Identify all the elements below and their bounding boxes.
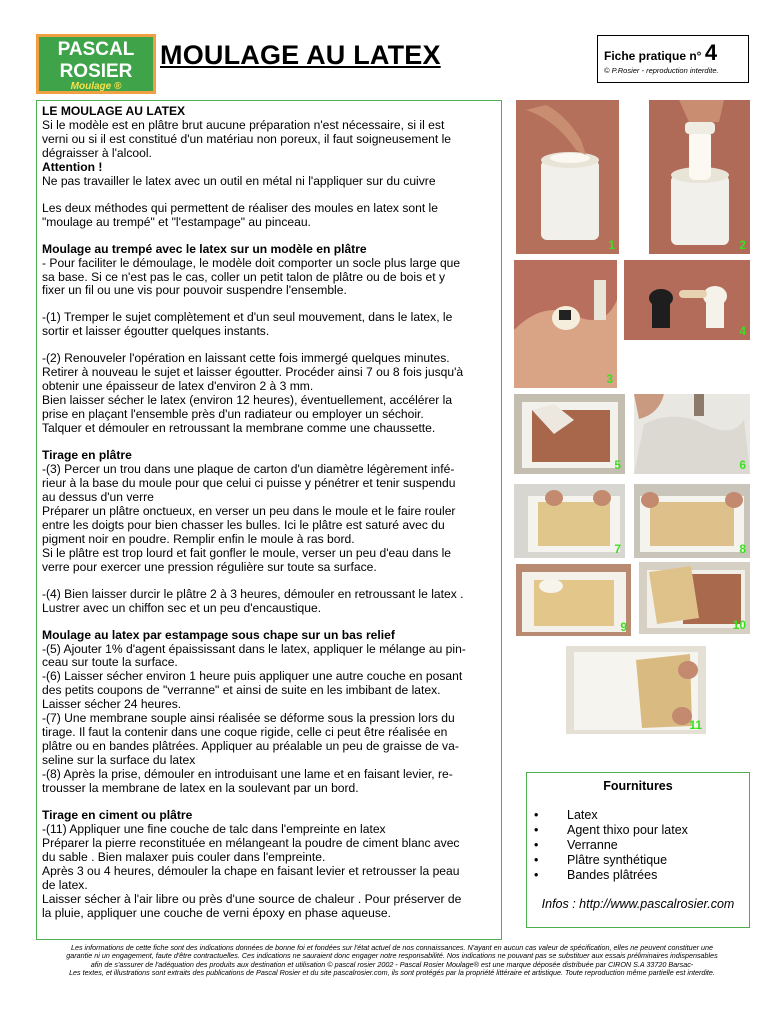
section-line: -(6) Laisser sécher environ 1 heure puis appliquer une autre couche en posant bbox=[42, 669, 463, 684]
instruction-section bbox=[42, 629, 496, 796]
section-line: sortir et laisser égoutter quelques instants. bbox=[42, 324, 270, 339]
supply-item-label: Agent thixo pour latex bbox=[567, 823, 688, 837]
photo-step-8 bbox=[634, 484, 750, 558]
section-line: trousser la membrane de latex en la soulevant par un bord. bbox=[42, 781, 359, 796]
logo-subtitle: Moulage ® bbox=[70, 81, 122, 92]
supplies-box bbox=[526, 772, 750, 928]
section-line: entre les doigts pour bien chasser les bulles. Ici le plâtre est saturé avec du bbox=[42, 517, 445, 532]
photo-2-illustration bbox=[649, 100, 750, 254]
section-line: Talquer et démouler en retroussant la membrane comme une chaussette. bbox=[42, 421, 436, 436]
section-line: au dessus d'un verre bbox=[42, 489, 154, 504]
section-line: verni ou si il est constitué d'un matériau non poreux, il faut soigneusement le bbox=[42, 131, 452, 146]
instruction-section bbox=[42, 243, 496, 299]
supply-item-label: Bandes plâtrées bbox=[567, 868, 658, 882]
bullet-icon: • bbox=[534, 838, 539, 852]
section-line: Préparer la pierre reconstituée en mélangeant la poudre de ciment blanc avec bbox=[42, 835, 460, 850]
photo-number: 4 bbox=[739, 324, 746, 338]
section-line: Si le plâtre est trop lourd et fait gonfler le moule, verser un peu d'eau dans le bbox=[42, 545, 452, 560]
photo-number: 1 bbox=[608, 238, 615, 252]
footer-line: Les informations de cette fiche sont des indications données de bonne foi et fondées sur l'état actuel de nos connaissances. N'ayant en aucun cas valeur de spécification, elles ne peuvent constituer une bbox=[70, 943, 714, 952]
section-line: obtenir une épaisseur de latex d'environ 2 à 3 mm. bbox=[42, 379, 314, 394]
photo-step-3 bbox=[514, 260, 617, 388]
photo-8-illustration bbox=[634, 484, 750, 558]
supply-item bbox=[527, 868, 749, 883]
section-line: Après 3 ou 4 heures, démouler la chape en faisant levier et retrousser la peau bbox=[42, 863, 460, 878]
supply-item-label: Verranne bbox=[567, 838, 618, 852]
instruction-section bbox=[42, 202, 496, 230]
section-line: verre pour exercer une pression régulière sur toute sa surface. bbox=[42, 559, 377, 574]
section-line: -(8) Après la prise, démouler en introduisant une lame et en faisant levier, re- bbox=[42, 767, 453, 782]
section-line: dégraisser à l'alcool. bbox=[42, 145, 152, 160]
photo-5-illustration bbox=[514, 394, 625, 474]
supplies-title: Fournitures bbox=[603, 779, 673, 793]
section-line: -(4) Bien laisser durcir le plâtre 2 à 3 heures, démouler en retroussant le latex . bbox=[42, 586, 464, 601]
section-line: Retirer à nouveau le sujet et laisser égoutter. Procéder ainsi 7 ou 8 fois jusqu'à bbox=[42, 365, 464, 380]
section-line: Bien laisser sécher le latex (environ 12 heures), éventuellement, accélérer la bbox=[42, 393, 453, 408]
instructions-text-box bbox=[36, 100, 502, 940]
section-line: -(1) Tremper le sujet complètement et d'un seul mouvement, dans le latex, le bbox=[42, 310, 453, 325]
section-line: Laisser sécher à l'air libre ou près d'une source de chaleur . Pour préserver de bbox=[42, 891, 462, 906]
page-title: MOULAGE AU LATEX bbox=[160, 40, 441, 70]
photo-number: 6 bbox=[739, 458, 746, 472]
fiche-label-row bbox=[604, 40, 742, 66]
photo-number: 3 bbox=[606, 372, 613, 386]
instruction-section bbox=[42, 311, 496, 339]
supply-item bbox=[527, 853, 749, 868]
section-line: la pluie, appliquer une couche de verni époxy en phase aqueuse. bbox=[42, 905, 391, 920]
photo-4-illustration bbox=[624, 260, 750, 340]
photo-number: 5 bbox=[614, 458, 621, 472]
photo-number: 2 bbox=[739, 238, 746, 252]
bullet-icon: • bbox=[534, 868, 539, 882]
photo-number: 10 bbox=[732, 618, 746, 632]
instruction-section bbox=[42, 105, 496, 189]
photo-step-2 bbox=[649, 100, 750, 254]
section-title: Tirage en plâtre bbox=[42, 448, 132, 463]
supply-item bbox=[527, 808, 749, 823]
instruction-section bbox=[42, 449, 496, 575]
section-line: seline sur la surface du latex bbox=[42, 753, 196, 768]
bullet-icon: • bbox=[534, 808, 539, 822]
section-line: Lustrer avec un chiffon sec et un peu d'encaustique. bbox=[42, 600, 322, 615]
section-line: Les deux méthodes qui permettent de réaliser des moules en latex sont le bbox=[42, 200, 438, 215]
footer-line: afin de s'assurer de l'adéquation des produits aux destination et utilisation © pascal rosier 2002 - Pascal Rosier Moulage® est une marque déposée distribuée par CIRON S.A 33720 Barsac- bbox=[90, 959, 694, 969]
section-line: -(5) Ajouter 1% d'agent épaississant dans le latex, appliquer le mélange au pin- bbox=[42, 641, 466, 656]
section-line: Si le modèle est en plâtre brut aucune préparation n'est nécessaire, si il est bbox=[42, 117, 445, 132]
photo-step-11 bbox=[566, 646, 706, 734]
fiche-box bbox=[597, 35, 749, 83]
photo-number: 8 bbox=[739, 542, 746, 556]
section-line: Ne pas travailler le latex avec un outil en métal ni l'appliquer sur du cuivre bbox=[42, 173, 436, 188]
section-line: tirage. Il faut la contenir dans une coque rigide, celle ci peut être réalisée en bbox=[42, 725, 448, 740]
section-line: -(7) Une membrane souple ainsi réalisée se déforme sous la pression lors du bbox=[42, 711, 455, 726]
section-line: rieur à la base du moule pour que celui ci puisse y pénétrer et tenir suspendu bbox=[42, 475, 456, 490]
section-title: Moulage au latex par estampage sous chape sur un bas relief bbox=[42, 627, 395, 642]
photo-step-10 bbox=[639, 562, 750, 634]
footer-line: Les textes, et illustrations sont extraits des publications de Pascal Rosier et du site pascalrosier.com, ils sont protégés par la propriété littéraire et artistique. Toute reproduction même partielle est interdite. bbox=[69, 968, 715, 978]
section-line: Préparer un plâtre onctueux, en verser un peu dans le moule et le faire rouler bbox=[42, 503, 456, 518]
photo-number: 11 bbox=[689, 718, 702, 732]
section-title: Tirage en ciment ou plâtre bbox=[42, 807, 193, 822]
photo-number: 7 bbox=[614, 542, 621, 556]
section-line: de latex. bbox=[42, 877, 88, 892]
footer-line: garantie ni un engagement, faute d'être contractuelles. Ces indications ne sauraient donc engager notre responsabilité. Nos indications ne pouvant pas se substituer aux essais préliminaires indispensables bbox=[66, 951, 718, 961]
photo-step-1 bbox=[516, 100, 619, 254]
photo-step-7 bbox=[514, 484, 625, 558]
brand-logo bbox=[36, 34, 156, 94]
photo-11-illustration bbox=[566, 646, 706, 734]
photo-step-5 bbox=[514, 394, 625, 474]
section-line: -(3) Percer un trou dans une plaque de carton d'un diamètre légèrement infé- bbox=[42, 462, 455, 477]
fiche-number: 4 bbox=[704, 40, 718, 65]
supply-item-label: Latex bbox=[567, 808, 598, 822]
section-line: -(2) Renouveler l'opération en laissant cette fois immergé quelques minutes. bbox=[42, 351, 450, 366]
section-line: pigment noir en poudre. Remplir enfin le moule à ras bord. bbox=[42, 531, 355, 546]
fiche-label: Fiche pratique n° bbox=[604, 49, 702, 63]
photo-6-illustration bbox=[634, 394, 750, 474]
supplies-info-link[interactable]: Infos : http://www.pascalrosier.com bbox=[541, 897, 735, 911]
instruction-section bbox=[42, 352, 496, 436]
section-line: fixer un fil ou une vis pour pouvoir suspendre l'ensemble. bbox=[42, 283, 347, 298]
section-title: LE MOULAGE AU LATEX bbox=[42, 104, 186, 118]
photo-step-9 bbox=[516, 564, 631, 636]
section-title: Moulage au trempé avec le latex sur un modèle en plâtre bbox=[42, 241, 367, 256]
section-line: "moulage au trempé" et "l'estampage" au pinceau. bbox=[42, 214, 311, 229]
photo-7-illustration bbox=[514, 484, 625, 558]
photo-step-6 bbox=[634, 394, 750, 474]
section-line: plâtre ou en bandes plâtrées. Appliquer au préalable un peu de graisse de va- bbox=[42, 739, 459, 754]
photo-9-illustration bbox=[516, 564, 631, 636]
photo-number: 9 bbox=[620, 620, 627, 634]
supply-item bbox=[527, 838, 749, 853]
section-line: Attention ! bbox=[42, 159, 103, 174]
section-line: du sable . Bien malaxer puis couler dans l'empreinte. bbox=[42, 849, 326, 864]
bullet-icon: • bbox=[534, 823, 539, 837]
logo-name-line1: PASCAL bbox=[57, 39, 135, 60]
photo-3-illustration bbox=[514, 260, 617, 388]
supplies-list bbox=[527, 808, 749, 883]
fiche-copyright: © P.Rosier - reproduction interdite. bbox=[604, 66, 719, 75]
section-line: des petits coupons de "verranne" et ainsi de suite en les imbibant de latex. bbox=[42, 683, 441, 698]
photo-1-illustration bbox=[516, 100, 619, 254]
section-line: -(11) Appliquer une fine couche de talc dans l'empreinte en latex bbox=[42, 821, 386, 836]
instruction-section bbox=[42, 588, 496, 616]
logo-name-line2: ROSIER bbox=[59, 61, 133, 82]
legal-footer bbox=[36, 944, 748, 978]
section-line: ceau sur toute la surface. bbox=[42, 655, 178, 670]
section-line: - Pour faciliter le démoulage, le modèle doit comporter un socle plus large que bbox=[42, 255, 461, 270]
supply-item bbox=[527, 823, 749, 838]
bullet-icon: • bbox=[534, 853, 539, 867]
section-line: prise en plaçant l'ensemble près d'un radiateur ou employer un séchoir. bbox=[42, 407, 424, 422]
instruction-section bbox=[42, 809, 496, 921]
section-line: sa base. Si ce n'est pas le cas, coller un petit talon de plâtre ou de bois et y bbox=[42, 269, 445, 284]
section-line: Laisser sécher 24 heures. bbox=[42, 697, 182, 712]
photo-step-4 bbox=[624, 260, 750, 340]
supply-item-label: Plâtre synthétique bbox=[567, 853, 668, 867]
